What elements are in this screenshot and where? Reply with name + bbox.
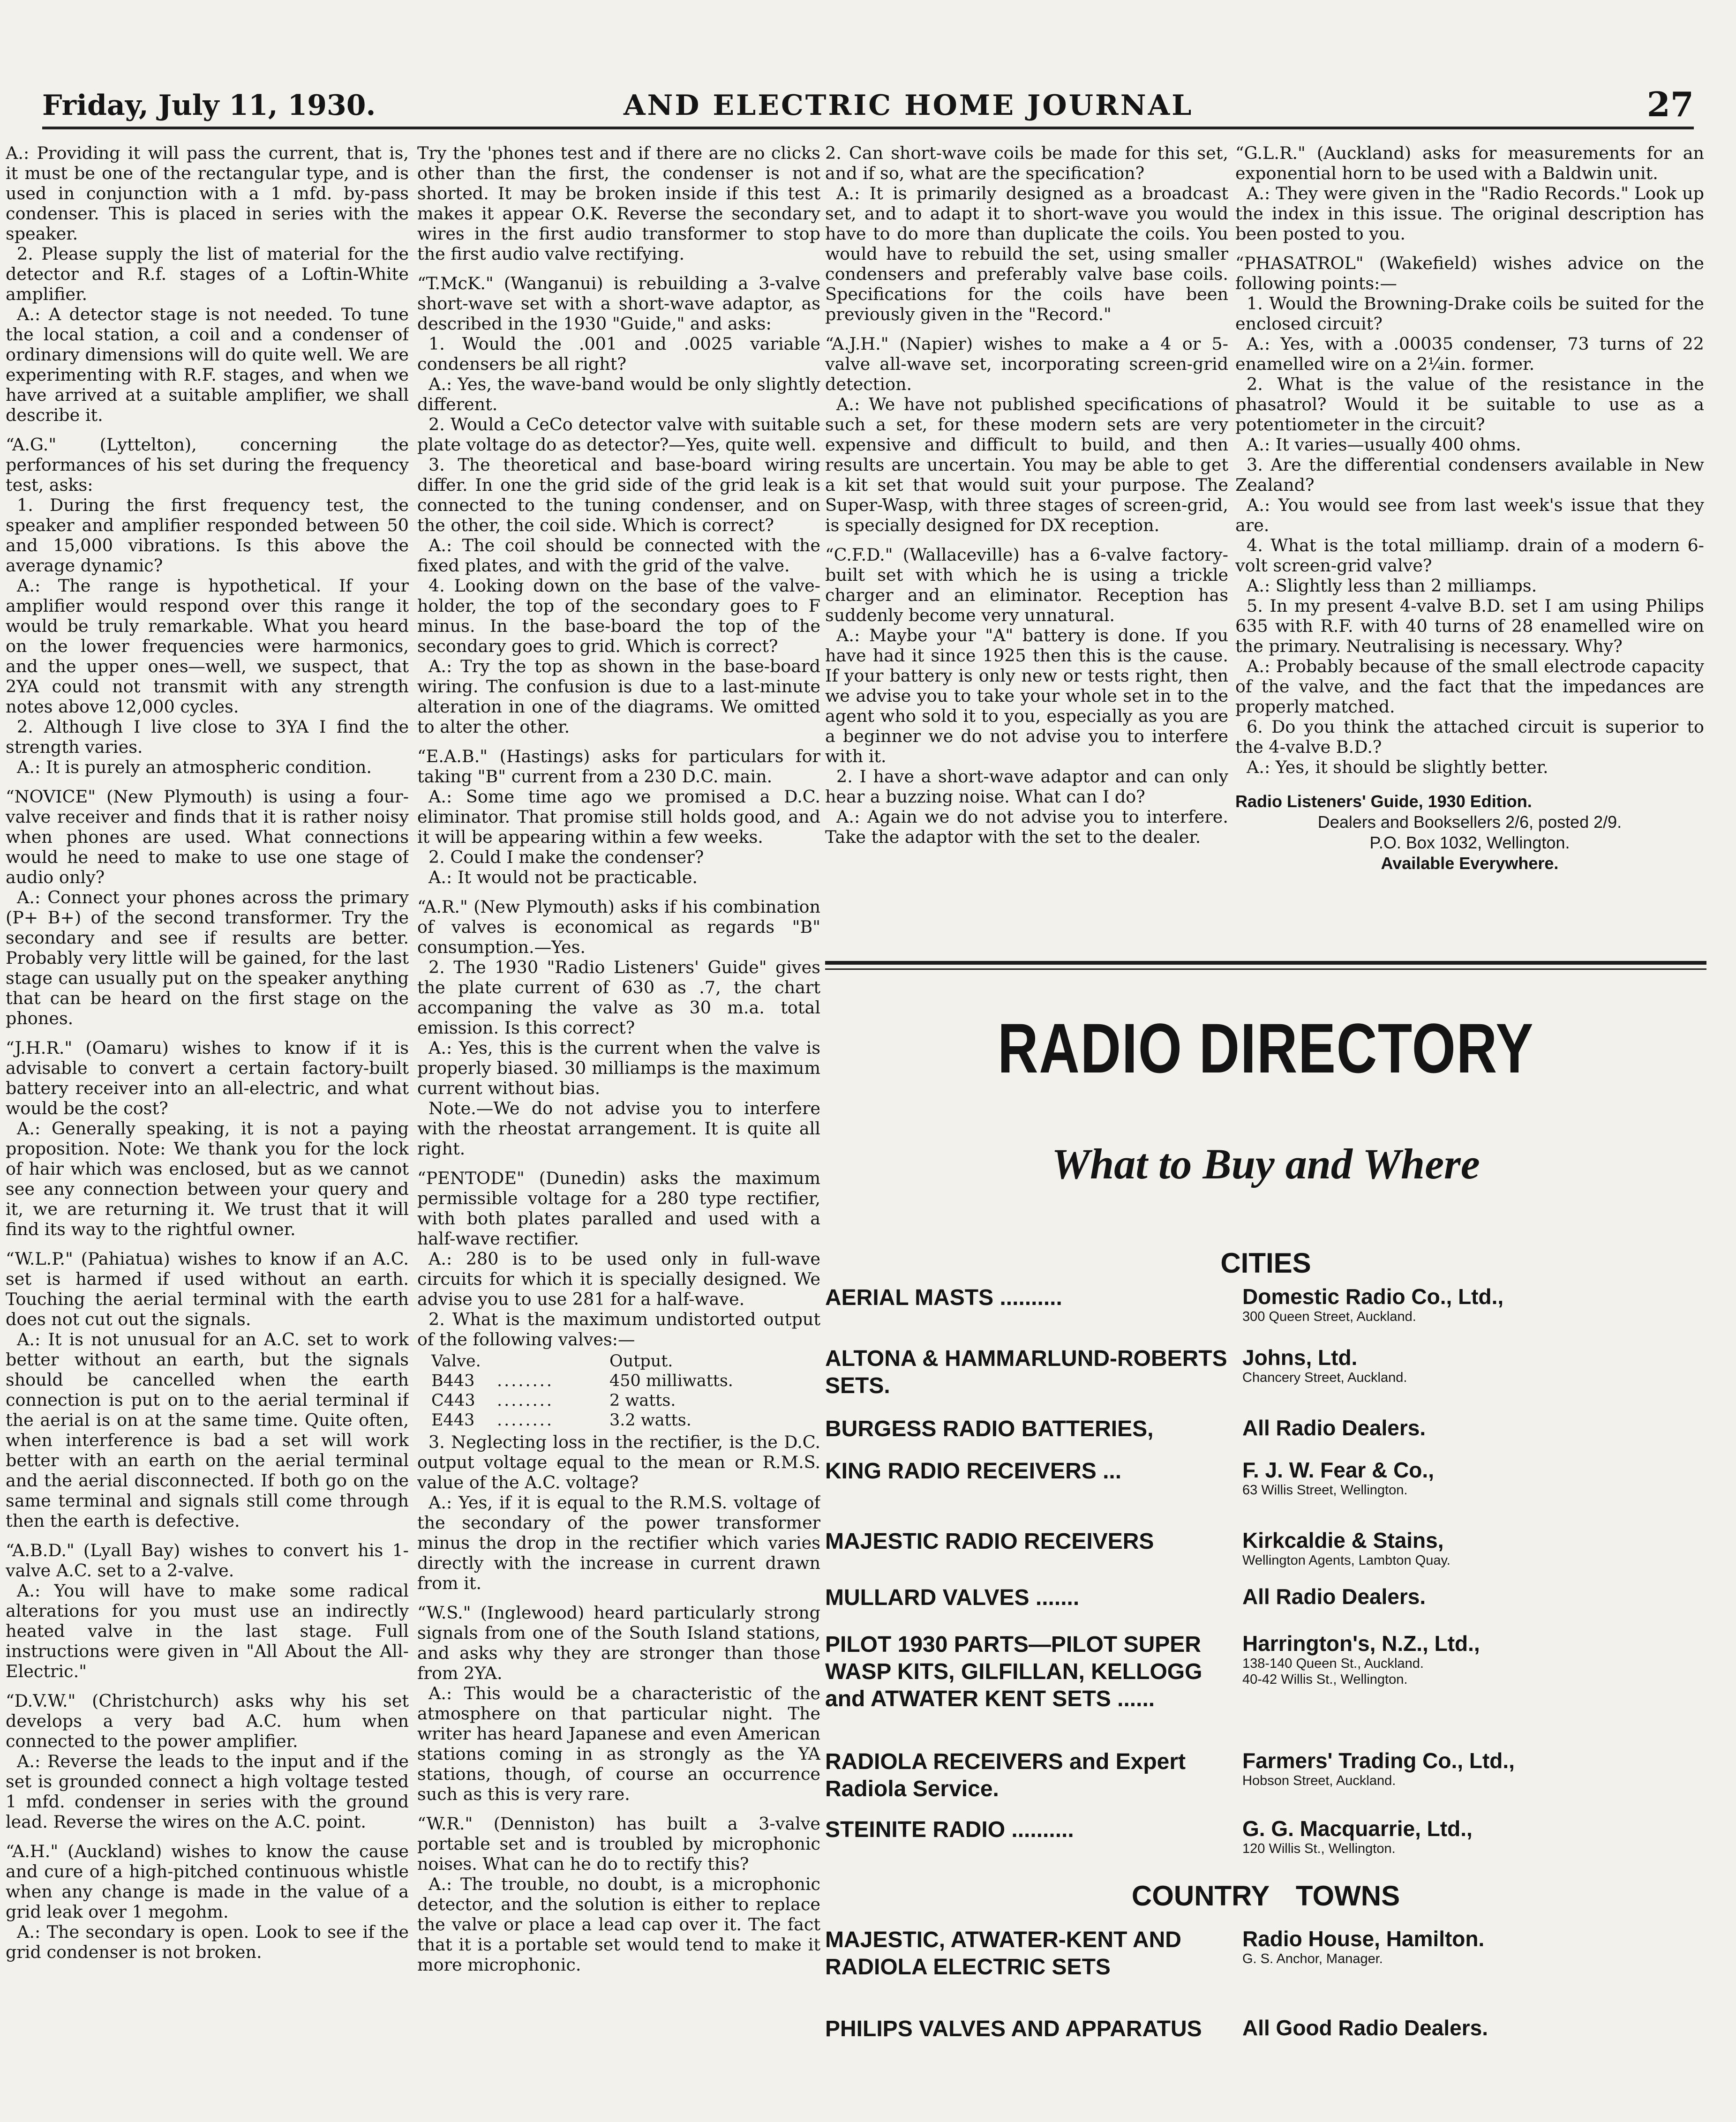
directory-product: MULLARD VALVES ....... xyxy=(825,1585,1080,1610)
valve-table-cell: 450 milliwatts. xyxy=(609,1372,733,1390)
column-4 xyxy=(1235,143,1704,982)
letter-paragraph: “G.L.R." (Auckland) asks for measurements for an exponential horn to be used with a Baldwin unit. xyxy=(1235,143,1704,183)
letter-paragraph: A.: They were given in the "Radio Records." Look up the index in this issue. The original description has been posted to you. xyxy=(1235,183,1704,244)
drop-cap: “P xyxy=(1235,253,1256,273)
drop-cap: “G xyxy=(1235,143,1257,163)
letter-paragraph: “D.V.W." (Christchurch) asks why his set develops a very bad A.C. hum when connected to the power amplifier. xyxy=(6,1691,409,1751)
directory-dealer xyxy=(1242,1584,1706,1609)
directory-product: PHILIPS VALVES AND APPARATUS xyxy=(825,2017,1202,2041)
header-date: Friday, July 11, 1930. xyxy=(42,89,376,122)
letter-item xyxy=(6,1249,409,1531)
directory-dealer xyxy=(1242,1631,1706,1687)
dealer-name: All Radio Dealers. xyxy=(1242,1584,1426,1609)
letter-paragraph: 3. Neglecting loss in the rectifier, is the D.C. output voltage equal to the mean or R.M.S. value of the A.C. voltage? xyxy=(417,1432,820,1492)
drop-cap: “E xyxy=(417,746,439,766)
valve-table xyxy=(431,1351,820,1430)
letter-paragraph: A.: Yes, the wave-band would be only slightly different. xyxy=(417,374,820,414)
letter-paragraph: A.: Yes, with a .00035 condenser, 73 turns of 22 enamelled wire on a 2¼in. former. xyxy=(1235,334,1704,374)
valve-table-cell: ........ xyxy=(497,1372,554,1390)
dealer-address: 138-140 Queen St., Auckland. xyxy=(1242,1656,1424,1671)
directory-product: PILOT 1930 PARTS—PILOT SUPER WASP KITS, GILFILLAN, KELLOGG and ATWATER KENT SETS ...... xyxy=(825,1632,1202,1711)
valve-table-row xyxy=(431,1391,820,1410)
letter-paragraph: “W.L.P." (Pahiatua) wishes to know if an A.C. set is harmed if used without an earth. Touching the aerial terminal with the earth does not cut out the signals. xyxy=(6,1249,409,1329)
drop-cap: “W xyxy=(417,1814,441,1834)
column-1 xyxy=(6,143,409,2112)
letter-paragraph: “NOVICE" (New Plymouth) is using a four-valve receiver and finds that it is rather noisy when phones are used. What connections would he need to make to use one stage of audio only? xyxy=(6,787,409,887)
directory-dealer xyxy=(1242,1345,1706,1386)
country-towns-heading: COUNTRY TOWNS xyxy=(1131,1880,1400,1912)
directory-product: RADIOLA RECEIVERS and Expert Radiola Service. xyxy=(825,1749,1186,1801)
letter-paragraph: “C.F.D." (Wallaceville) has a 6-valve factory-built set with which he is using a trickle charger and an eliminator. Reception has suddenly become very unnatural. xyxy=(825,545,1228,625)
letter-paragraph: “T.McK." (Wanganui) is rebuilding a 3-valve short-wave set with a short-wave adaptor, as described in the 1930 "Guide," and asks: xyxy=(417,273,820,334)
letter-paragraph: A.: Providing it will pass the current, that is, it must be one of the rectangular type, and is used in conjunction with a 1 mfd. by-pass condenser. This is placed in series with the speaker. xyxy=(6,143,409,244)
letter-paragraph: “J.H.R." (Oamaru) wishes to know if it is advisable to convert a certain factory-built battery receiver into an all-electric, and what would be the cost? xyxy=(6,1038,409,1118)
drop-cap: “C xyxy=(825,545,847,565)
letter-item xyxy=(417,897,820,1159)
valve-table-cell: 3.2 watts. xyxy=(609,1411,691,1430)
letter-paragraph: A.: Maybe your "A" battery is done. If you have had it since 1925 then this is the cause. If your battery is only new or tests right, then we advise you to take your whole set in to the agent who sold it to you, especially as you are a beginner we do not advise you to interfere with it. xyxy=(825,625,1228,766)
letter-item xyxy=(417,143,820,264)
dealer-name: Kirkcaldie & Stains, xyxy=(1242,1528,1444,1552)
dealer-address: Chancery Street, Auckland. xyxy=(1242,1370,1407,1385)
dealer-address: 40-42 Willis St., Wellington. xyxy=(1242,1672,1408,1687)
drop-cap: “J xyxy=(6,1038,21,1058)
directory-subtitle: What to Buy and Where xyxy=(1052,1140,1480,1188)
drop-cap: “A xyxy=(417,897,436,917)
letter-item xyxy=(825,143,1228,324)
letter-item xyxy=(6,1841,409,1962)
letter-paragraph: A.: You would see from last week's issue that they are. xyxy=(1235,495,1704,535)
drop-cap: “W xyxy=(6,1249,30,1269)
dealer-address: 63 Willis Street, Wellington. xyxy=(1242,1483,1408,1498)
letter-item xyxy=(825,545,1228,847)
letter-paragraph: A.: Again we do not advise you to interfere. Take the adaptor with the set to the dealer. xyxy=(825,807,1228,847)
dealer-name: Domestic Radio Co., Ltd., xyxy=(1242,1284,1504,1309)
letter-paragraph: 2. Please supply the list of material for the detector and R.f. stages of a Loftin-White amplifier. xyxy=(6,244,409,304)
letter-item xyxy=(6,435,409,777)
letter-paragraph: A.: It is primarily designed as a broadcast set, and to adapt it to short-wave you would have to do more than duplicate the coils. You would have to rebuild the set, using smaller condensers and preferably valve base coils. Specifications for the coils have been previously given in the "Record." xyxy=(825,183,1228,324)
valve-table-cell: E443 xyxy=(431,1411,475,1430)
drop-cap: “A xyxy=(6,435,25,455)
valve-table-heading: Valve. xyxy=(431,1352,481,1371)
letter-paragraph: A.: The range is hypothetical. If your amplifier would respond over this range it would be truly remarkable. What you heard on the lower frequencies were harmonics, and the upper ones—well, we suspect, that 2YA could not transmit with any strength notes above 12,000 cycles. xyxy=(6,576,409,717)
letter-paragraph: “W.R." (Denniston) has built a 3-valve portable set and is troubled by microphonic noises. What can he do to rectify this? xyxy=(417,1814,820,1874)
letter-paragraph: 2. What is the maximum undistorted output of the following valves:— xyxy=(417,1309,820,1350)
dealer-name: Farmers' Trading Co., Ltd., xyxy=(1242,1748,1515,1773)
letter-paragraph: A.: Some time ago we promised a D.C. eliminator. That promise still holds good, and it will be appearing within a few weeks. xyxy=(417,787,820,847)
column-2 xyxy=(417,143,820,2098)
letter-paragraph: A.: Generally speaking, it is not a paying proposition. Note: We thank you for the lock of hair which was enclosed, but as we cannot see any connection between your query and it, we are returning it. We trust that it will find its way to the rightful owner. xyxy=(6,1118,409,1239)
directory-title: RADIO DIRECTORY xyxy=(997,1009,1534,1087)
guide-line-1: Radio Listeners' Guide, 1930 Edition. xyxy=(1235,792,1532,811)
valve-table-cell: C443 xyxy=(431,1391,475,1410)
header-title: AND ELECTRIC HOME JOURNAL xyxy=(624,89,1194,122)
dealer-address: 120 Willis St., Wellington. xyxy=(1242,1841,1396,1856)
guide-line-3: P.O. Box 1032, Wellington. xyxy=(1369,833,1570,852)
letter-paragraph: 2. What is the value of the resistance in the phasatrol? Would it be suitable to use as a potentiometer in the circuit? xyxy=(1235,374,1704,435)
valve-table-heading: Output. xyxy=(609,1352,673,1371)
letter-paragraph: “W.S." (Inglewood) heard particularly strong signals from one of the South Island stations, and asks why they are stronger than those from 2YA. xyxy=(417,1603,820,1683)
letter-paragraph: “A.R." (New Plymouth) asks if his combination of valves is economical as regards "B" consumption.—Yes. xyxy=(417,897,820,957)
cities-heading: CITIES xyxy=(1220,1247,1311,1279)
valve-table-cell: ........ xyxy=(497,1411,554,1430)
dealer-name: Harrington's, N.Z., Ltd., xyxy=(1242,1631,1480,1656)
letter-paragraph: 1. Would the Browning-Drake coils be suited for the enclosed circuit? xyxy=(1235,293,1704,334)
letter-paragraph: 6. Do you think the attached circuit is superior to the 4-valve B.D.? xyxy=(1235,717,1704,757)
letter-paragraph: A.: Connect your phones across the primary (P+ B+) of the second transformer. Try the secondary and see if results are better. Probably very little will be gained, for the last stage can usually put on the speaker anything that can be heard on the first stage on the phones. xyxy=(6,887,409,1028)
letter-paragraph: Try the 'phones test and if there are no clicks other than the first, the condenser is not shorted. It may be broken inside if this test makes it appear O.K. Reverse the secondary wires in the first audio transformer to stop the first audio valve rectifying. xyxy=(417,143,820,264)
letter-paragraph: “A.H." (Auckland) wishes to know the cause and cure of a high-pitched continuous whistle when any change is made in the value of a grid leak over 1 megohm. xyxy=(6,1841,409,1922)
letter-paragraph: A.: We have not published specifications of such a set, for these modern sets are very expensive and difficult to build, and then results are uncertain. You may be able to get a kit set that would suit your purpose. The Super-Wasp, with three stages of screen-grid, is specially designed for DX reception. xyxy=(825,394,1228,535)
letter-paragraph: A.: Yes, if it is equal to the R.M.S. voltage of the secondary of the power transformer minus the drop in the rectifier which varies directly with the increase in current drawn from it. xyxy=(417,1492,820,1593)
valve-table-row xyxy=(431,1410,820,1430)
letter-paragraph: A.: This would be a characteristic of the atmosphere on that particular night. The writer has heard Japanese and even American stations coming in as strongly as the YA stations, though, of course an occurrence such as this is very rare. xyxy=(417,1683,820,1804)
letter-paragraph: 2. Can short-wave coils be made for this set, and if so, what are the specification? xyxy=(825,143,1228,183)
letter-paragraph: “A.B.D." (Lyall Bay) wishes to convert his 1-valve A.C. set to a 2-valve. xyxy=(6,1540,409,1581)
column-3 xyxy=(825,143,1228,982)
directory-dealer xyxy=(1242,1416,1706,1440)
dealer-name: Johns, Ltd. xyxy=(1242,1345,1358,1370)
letter-item xyxy=(6,1540,409,1681)
letter-paragraph: A.: Yes, this is the current when the valve is properly biased. 30 milliamps is the maximum current without bias. xyxy=(417,1038,820,1098)
valve-table-cell: B443 xyxy=(431,1372,475,1390)
dealer-name: F. J. W. Fear & Co., xyxy=(1242,1458,1434,1482)
directory-dealer xyxy=(1242,1284,1706,1325)
drop-cap: “T xyxy=(417,273,435,293)
dealer-name: All Good Radio Dealers. xyxy=(1242,2016,1488,2040)
directory-rule xyxy=(825,961,1706,965)
letter-paragraph: “PHASATROL" (Wakefield) wishes advice on the following points:— xyxy=(1235,253,1704,293)
directory-product: AERIAL MASTS .......... xyxy=(825,1285,1062,1310)
letter-item xyxy=(6,1038,409,1239)
valve-table-heading xyxy=(497,1351,609,1371)
directory-dealer xyxy=(1242,1816,1706,1857)
letter-paragraph: A.: It is purely an atmospheric condition. xyxy=(17,757,372,777)
letter-paragraph: 4. Looking down on the base of the valve-holder, the top of the secondary goes to F minus. In the base-board the top of the secondary goes to grid. Which is correct? xyxy=(417,576,820,656)
directory-dealer xyxy=(1242,1927,1706,1967)
directory-product: KING RADIO RECEIVERS ... xyxy=(825,1459,1122,1484)
valve-table-cell: ........ xyxy=(497,1391,554,1410)
valve-table-header xyxy=(431,1351,820,1371)
drop-cap: “A xyxy=(825,334,844,354)
drop-cap: “A xyxy=(6,1841,25,1861)
letter-paragraph: 2. Although I live close to 3YA I find the strength varies. xyxy=(6,717,409,757)
drop-cap: “W xyxy=(417,1603,441,1623)
letter-paragraph: 4. What is the total milliamp. drain of a modern 6-volt screen-grid valve? xyxy=(1235,535,1704,576)
letter-item xyxy=(417,273,820,737)
dealer-address: G. S. Anchor, Manager. xyxy=(1242,1951,1383,1966)
letter-paragraph: 3. Are the differential condensers available in New Zealand? xyxy=(1235,455,1704,495)
letter-paragraph: 2. Would a CeCo detector valve with suitable plate voltage do as detector?—Yes, quite well. xyxy=(417,414,820,455)
directory-rule-thin xyxy=(825,968,1706,970)
directory-dealer xyxy=(1242,1528,1706,1568)
directory-product: BURGESS RADIO BATTERIES, xyxy=(825,1417,1154,1441)
dealer-name: Radio House, Hamilton. xyxy=(1242,1927,1485,1951)
letter-paragraph: A.: Reverse the leads to the input and if the set is grounded connect a high voltage tested 1 mfd. condenser in series with the ground lead. Reverse the wires on the A.C. point. xyxy=(6,1751,409,1832)
letter-paragraph: A.: Yes, it should be slightly better. xyxy=(1247,757,1548,777)
page-header xyxy=(42,84,1694,129)
letter-paragraph: A.: 280 is to be used only in full-wave circuits for which it is specially designed. We advise you to use 281 for a half-wave. xyxy=(417,1249,820,1309)
directory-product: STEINITE RADIO .......... xyxy=(825,1817,1074,1842)
letter-paragraph: 2. The 1930 "Radio Listeners' Guide" gives the plate current of 630 as .7, the chart accompaning the valve as 30 m.a. total emission. Is this correct? xyxy=(417,957,820,1038)
drop-cap: “D xyxy=(6,1691,28,1711)
letter-paragraph: 2. I have a short-wave adaptor and can only hear a buzzing noise. What can I do? xyxy=(825,766,1228,807)
letter-item xyxy=(825,334,1228,535)
dealer-name: All Radio Dealers. xyxy=(1242,1416,1426,1440)
letter-item xyxy=(6,1691,409,1832)
letter-paragraph: A.: Probably because of the small electrode capacity of the valve, and the fact that the impedances are properly matched. xyxy=(1235,656,1704,717)
letter-paragraph: “PENTODE" (Dunedin) asks the maximum permissible voltage for a 280 type rectifier, with both plates paralled and used with a half-wave rectifier. xyxy=(417,1168,820,1249)
letter-paragraph: “A.J.H." (Napier) wishes to make a 4 or 5-valve all-wave set, incorporating screen-grid detection. xyxy=(825,334,1228,394)
letter-item xyxy=(1235,253,1704,777)
page-number: 27 xyxy=(1646,84,1694,124)
directory-dealer xyxy=(1242,1748,1706,1789)
letter-item xyxy=(417,1168,820,1593)
letter-paragraph: 1. Would the .001 and .0025 variable condensers be all right? xyxy=(417,334,820,374)
letter-paragraph: “E.A.B." (Hastings) asks for particulars for taking "B" current from a 230 D.C. main. xyxy=(417,746,820,787)
letter-paragraph: A.: The secondary is open. Look to see if the grid condenser is not broken. xyxy=(6,1922,409,1962)
drop-cap: “N xyxy=(6,787,30,807)
letter-paragraph: A.: A detector stage is not needed. To tune the local station, a coil and a condenser of ordinary dimensions will do quite well. We are experimenting with R.F. stages, and when we have arrived at a suitable amplifier, we shall describe it. xyxy=(6,304,409,425)
letter-paragraph: A.: It is not unusual for an A.C. set to work better without an earth, but the signals should be cancelled when the earth connection is put on to the aerial terminal if the aerial is on at the same time. Quite often, when interference is bad a set will work better with an earth on the aerial terminal and the aerial disconnected. If both go on the same terminal and signals still come through then the earth is defective. xyxy=(6,1329,409,1531)
dealer-address: 300 Queen Street, Auckland. xyxy=(1242,1309,1416,1324)
letter-item xyxy=(417,1603,820,1804)
drop-cap: “A xyxy=(6,1540,25,1560)
letter-paragraph: A.: It would not be practicable. xyxy=(428,867,698,887)
dealer-address: Wellington Agents, Lambton Quay. xyxy=(1242,1553,1450,1568)
letter-paragraph: A.: It varies—usually 400 ohms. xyxy=(1247,435,1521,455)
directory-product: ALTONA & HAMMARLUND-ROBERTS SETS. xyxy=(825,1346,1227,1398)
letter-item xyxy=(417,1814,820,1975)
valve-table-cell: 2 watts. xyxy=(609,1391,676,1410)
guide-line-4: Available Everywhere. xyxy=(1381,854,1559,873)
guide-notice xyxy=(1235,791,1704,874)
letter-paragraph: 3. The theoretical and base-board wiring differ. In one the grid side of the grid leak is connected to the tuning condenser, and on the other, the coil side. Which is correct? xyxy=(417,455,820,535)
dealer-address: Hobson Street, Auckland. xyxy=(1242,1773,1396,1788)
directory-dealer xyxy=(1242,1458,1706,1498)
letter-paragraph: “A.G." (Lyttelton), concerning the performances of his set during the frequency test, asks: xyxy=(6,435,409,495)
letter-paragraph: 1. During the first frequency test, the speaker and amplifier responded between 50 and 15,000 vibrations. Is this above the average dynamic? xyxy=(6,495,409,576)
letter-paragraph: A.: The trouble, no doubt, is a microphonic detector, and the solution is either to replace the valve or place a lead cap over it. The fact that it is a portable set would tend to make it more microphonic. xyxy=(417,1874,820,1975)
letter-item xyxy=(6,787,409,1028)
guide-line-2: Dealers and Booksellers 2/6, posted 2/9. xyxy=(1317,812,1622,832)
directory-product: MAJESTIC RADIO RECEIVERS xyxy=(825,1529,1154,1554)
letter-paragraph: 5. In my present 4-valve B.D. set I am using Philips 635 with R.F. with 40 turns of 28 enamelled wire on the primary. Neutralising is necessary. Why? xyxy=(1235,596,1704,656)
drop-cap: “P xyxy=(417,1168,438,1188)
letter-item xyxy=(6,143,409,425)
letter-paragraph: A.: You will have to make some radical alterations for you must use an indirectly heated valve in the last stage. Full instructions were given in "All About the All-Electric." xyxy=(6,1581,409,1681)
letter-paragraph: A.: Slightly less than 2 milliamps. xyxy=(1247,576,1537,596)
letter-paragraph: 2. Could I make the condenser? xyxy=(428,847,704,867)
letter-item xyxy=(417,746,820,887)
directory-product: MAJESTIC, ATWATER-KENT AND RADIOLA ELECTRIC SETS xyxy=(825,1927,1181,1980)
letter-paragraph: A.: The coil should be connected with the fixed plates, and with the grid of the valve. xyxy=(417,535,820,576)
dealer-name: G. G. Macquarrie, Ltd., xyxy=(1242,1816,1473,1841)
valve-table-row xyxy=(431,1371,820,1391)
letter-paragraph: A.: Try the top as shown in the base-board wiring. The confusion is due to a last-minute alteration in one of the diagrams. We omitted to alter the other. xyxy=(417,656,820,737)
directory-dealer xyxy=(1242,2016,1706,2040)
letter-item xyxy=(1235,143,1704,244)
letter-paragraph: Note.—We do not advise you to interfere with the rheostat arrangement. It is quite all right. xyxy=(417,1098,820,1159)
